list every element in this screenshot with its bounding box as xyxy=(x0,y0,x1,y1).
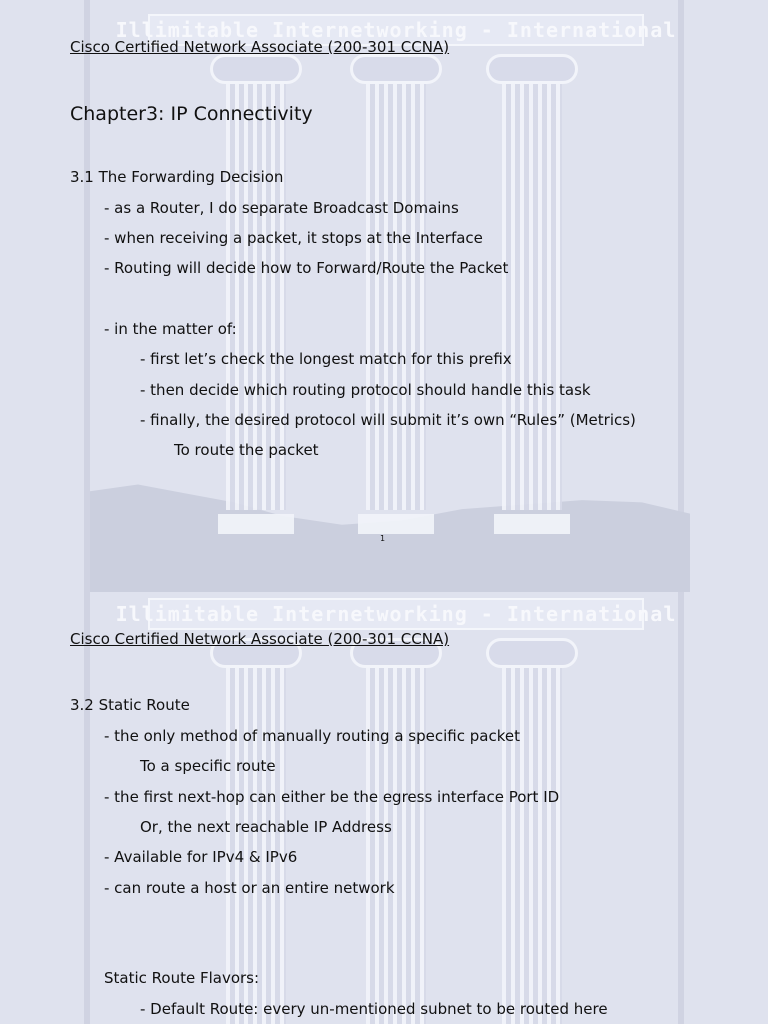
page-number: 1 xyxy=(380,534,386,543)
body-line: To a specific route xyxy=(140,757,276,775)
background-column xyxy=(502,654,562,1024)
document-header: Cisco Certified Network Associate (200-301 CCNA) xyxy=(70,38,450,56)
section-heading: 3.2 Static Route xyxy=(70,696,190,714)
chapter-title: Chapter3: IP Connectivity xyxy=(70,103,313,125)
column-capital xyxy=(350,54,442,84)
document-page-2 xyxy=(0,592,768,1024)
column-capital xyxy=(486,54,578,84)
body-line: - Available for IPv4 & IPv6 xyxy=(104,848,298,866)
body-line: - when receiving a packet, it stops at the Interface xyxy=(104,229,483,247)
column-capital xyxy=(486,638,578,668)
body-line: - as a Router, I do separate Broadcast Domains xyxy=(104,199,459,217)
body-line: - Routing will decide how to Forward/Route the Packet xyxy=(104,259,509,277)
body-line: - then decide which routing protocol should handle this task xyxy=(140,381,591,399)
background-column xyxy=(502,70,562,510)
body-line: Or, the next reachable IP Address xyxy=(140,818,392,836)
watermark-banner: Illimitable Internetworking - International xyxy=(148,598,644,630)
body-line: - first let’s check the longest match for this prefix xyxy=(140,350,512,368)
page-frame-right xyxy=(678,0,684,592)
column-base xyxy=(494,514,570,534)
column-base xyxy=(358,514,434,534)
body-line: - Default Route: every un-mentioned subnet to be routed here xyxy=(140,1000,608,1018)
section-heading: 3.1 The Forwarding Decision xyxy=(70,168,284,186)
column-capital xyxy=(210,54,302,84)
page-frame-left xyxy=(84,592,90,1024)
body-line: - finally, the desired protocol will submit it’s own “Rules” (Metrics) xyxy=(140,411,636,429)
body-line: - in the matter of: xyxy=(104,320,237,338)
body-line: - the only method of manually routing a specific packet xyxy=(104,727,520,745)
body-line: To route the packet xyxy=(174,441,319,459)
background-column xyxy=(366,70,426,510)
document-header: Cisco Certified Network Associate (200-301 CCNA) xyxy=(70,630,450,648)
body-line: - can route a host or an entire network xyxy=(104,879,395,897)
column-base xyxy=(218,514,294,534)
page-frame-right xyxy=(678,592,684,1024)
subsection-heading: Static Route Flavors: xyxy=(104,969,260,987)
page-frame-left xyxy=(84,0,90,592)
background-column xyxy=(366,654,426,1024)
watermark-banner: Illimitable Internetworking - International xyxy=(148,14,644,46)
body-line: - the first next-hop can either be the egress interface Port ID xyxy=(104,788,560,806)
